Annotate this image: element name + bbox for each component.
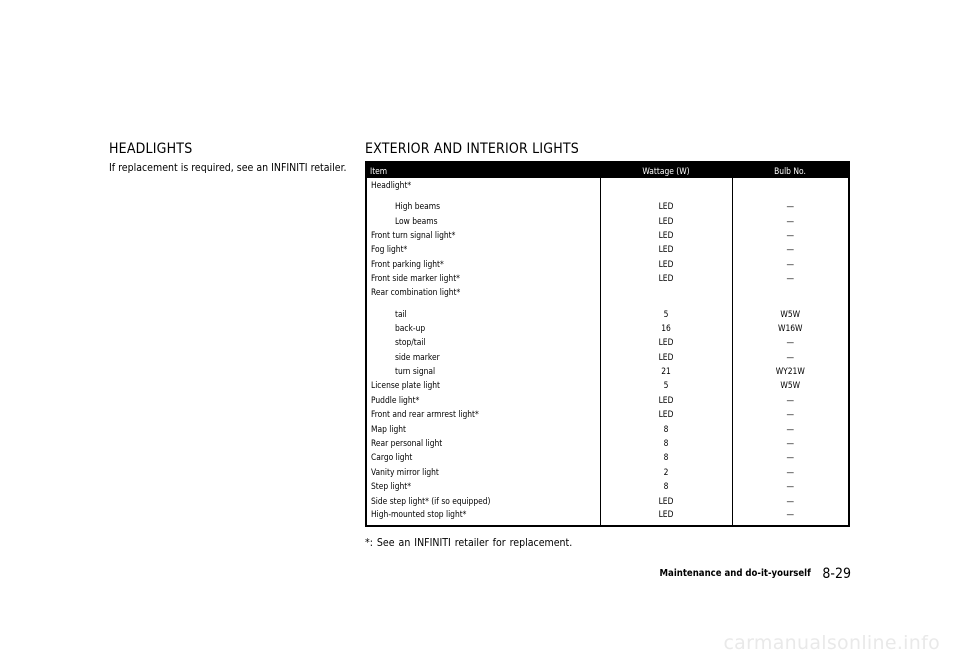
table-footnote: *: See an INFINITI retailer for replacement. (365, 536, 573, 549)
cell-bulb: — (786, 423, 795, 434)
lights-heading: EXTERIOR AND INTERIOR LIGHTS (365, 141, 579, 157)
headlights-heading: HEADLIGHTS (109, 141, 193, 157)
headlights-section (109, 141, 349, 175)
cell-bulb: — (786, 258, 795, 269)
page-number: 8-29 (822, 565, 851, 582)
table-row (366, 321, 849, 335)
table-row (366, 479, 849, 493)
cell-item: turn signal (395, 366, 436, 377)
cell-item: Rear combination light* (371, 287, 461, 298)
cell-wattage: LED (600, 407, 732, 421)
column-header-item: Item (366, 162, 600, 178)
cell-bulb: — (786, 438, 795, 449)
cell-wattage: LED (600, 271, 732, 285)
page-footer (660, 563, 851, 582)
cell-item: High-mounted stop light* (371, 508, 467, 519)
cell-bulb: — (786, 337, 795, 348)
cell-bulb: — (786, 409, 795, 420)
cell-wattage: LED (600, 242, 732, 256)
cell-item: Vanity mirror light (371, 466, 439, 477)
table-row (366, 421, 849, 435)
lights-table (365, 161, 850, 527)
cell-bulb: W16W (778, 322, 803, 333)
table-row (366, 378, 849, 392)
lights-section (365, 141, 850, 549)
cell-bulb: W5W (780, 380, 801, 391)
cell-wattage: LED (600, 199, 732, 213)
cell-wattage: LED (600, 335, 732, 349)
cell-bulb: — (786, 215, 795, 226)
cell-wattage: 2 (600, 465, 732, 479)
cell-item: tail (395, 308, 407, 319)
cell-item: Puddle light* (371, 394, 420, 405)
cell-bulb: W5W (780, 308, 801, 319)
cell-bulb: — (786, 244, 795, 255)
watermark: carmanualsonline.info (723, 632, 940, 654)
cell-item: stop/tail (395, 337, 426, 348)
table-row (366, 407, 849, 421)
cell-bulb (732, 285, 849, 306)
cell-wattage: 5 (600, 378, 732, 392)
cell-wattage (600, 178, 732, 199)
column-header-bulb: Bulb No. (732, 162, 849, 178)
cell-item: Rear personal light (371, 438, 443, 449)
cell-item: Map light (371, 423, 406, 434)
cell-wattage: LED (600, 393, 732, 407)
table-row (366, 178, 849, 199)
column-header-wattage: Wattage (W) (600, 162, 732, 178)
cell-item: Front and rear armrest light* (371, 409, 479, 420)
table-header-row (366, 162, 849, 178)
cell-wattage: 21 (600, 364, 732, 378)
table-row (366, 335, 849, 349)
cell-item: side marker (395, 351, 440, 362)
table-row (366, 493, 849, 507)
table-row (366, 393, 849, 407)
headlights-text: If replacement is required, see an INFINITI retailer. (109, 162, 347, 174)
cell-bulb: — (786, 351, 795, 362)
cell-bulb: — (786, 452, 795, 463)
cell-wattage: 8 (600, 450, 732, 464)
cell-bulb: — (786, 201, 795, 212)
table-row (366, 271, 849, 285)
footer-section-name: Maintenance and do-it-yourself (659, 568, 811, 579)
cell-wattage: 8 (600, 479, 732, 493)
cell-wattage: LED (600, 213, 732, 227)
table-row (366, 436, 849, 450)
table-row (366, 213, 849, 227)
table-row (366, 285, 849, 306)
cell-wattage: 16 (600, 321, 732, 335)
table-row (366, 257, 849, 271)
cell-wattage: LED (600, 493, 732, 507)
table-row (366, 465, 849, 479)
cell-bulb: — (786, 229, 795, 240)
table-row (366, 450, 849, 464)
table-row (366, 364, 849, 378)
table-row (366, 242, 849, 256)
cell-item: Cargo light (371, 452, 413, 463)
cell-item: Front side marker light* (371, 273, 460, 284)
cell-wattage: 5 (600, 306, 732, 320)
cell-item: License plate light (371, 380, 440, 391)
table-row (366, 306, 849, 320)
cell-wattage: LED (600, 228, 732, 242)
cell-wattage: 8 (600, 436, 732, 450)
cell-item: Fog light* (371, 244, 408, 255)
cell-bulb: — (786, 273, 795, 284)
cell-item: Side step light* (if so equipped) (371, 495, 491, 506)
cell-item: Step light* (371, 481, 412, 492)
table-row (366, 350, 849, 364)
cell-item: Front parking light* (371, 258, 444, 269)
cell-wattage: LED (600, 257, 732, 271)
cell-wattage: 8 (600, 421, 732, 435)
table-row (366, 508, 849, 526)
cell-item: Headlight* (371, 180, 412, 190)
cell-item: Low beams (395, 215, 438, 226)
cell-bulb: — (786, 481, 795, 492)
table-row (366, 228, 849, 242)
table-row (366, 199, 849, 213)
cell-bulb: — (786, 466, 795, 477)
cell-item: back-up (395, 322, 426, 333)
cell-bulb (732, 178, 849, 199)
cell-item: High beams (395, 201, 441, 212)
cell-bulb: WY21W (775, 366, 805, 377)
cell-bulb: — (786, 394, 795, 405)
cell-wattage: LED (600, 508, 732, 526)
cell-wattage (600, 285, 732, 306)
cell-bulb: — (786, 508, 795, 519)
cell-bulb: — (786, 495, 795, 506)
cell-wattage: LED (600, 350, 732, 364)
cell-item: Front turn signal light* (371, 229, 456, 240)
